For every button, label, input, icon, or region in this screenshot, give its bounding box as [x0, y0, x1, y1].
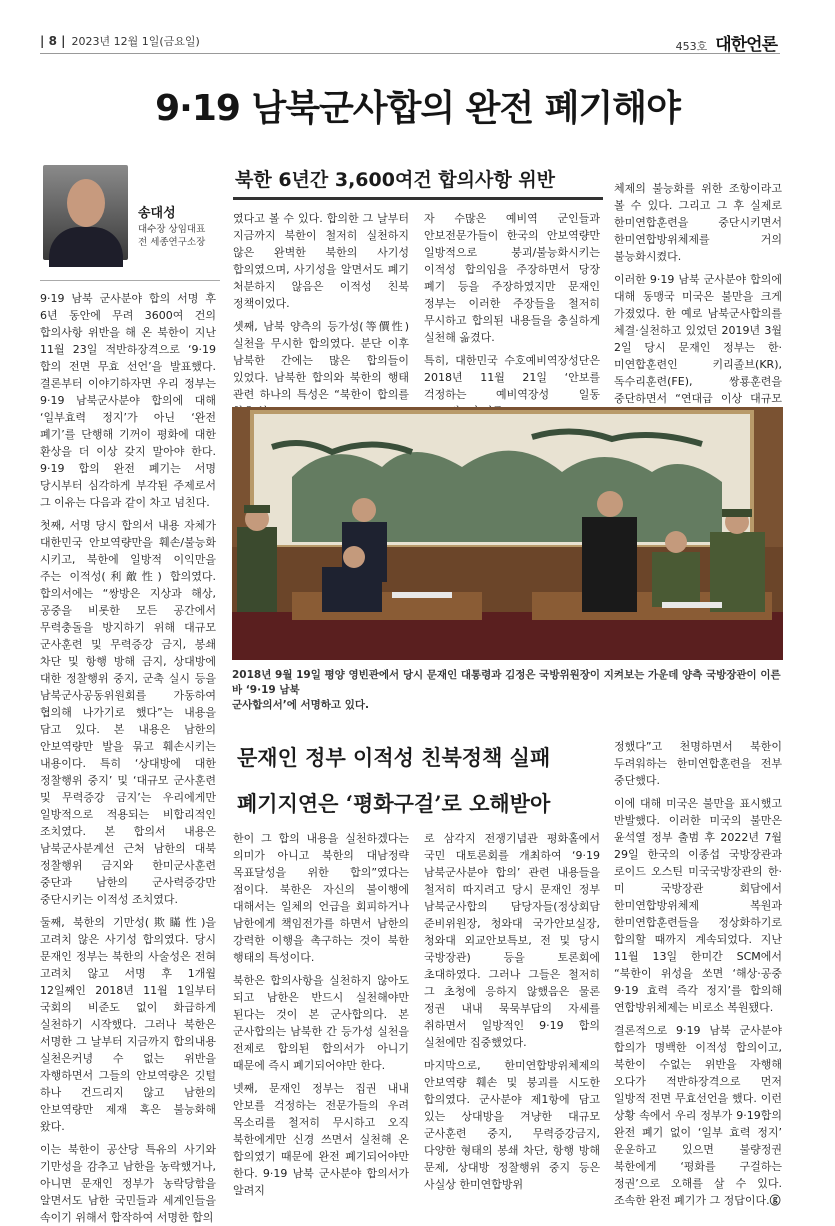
page-header-left [40, 33, 200, 49]
author-title-1: 대수장 상임대표 [138, 224, 206, 235]
author-photo [43, 165, 128, 260]
author-box [40, 165, 220, 275]
header-divider [40, 53, 780, 54]
column-right-bottom [424, 830, 600, 1191]
paragraph [614, 1022, 782, 1209]
paragraph: 9·19 남북 군사분야 합의 서명 후 6년 동안에 무려 3600여 건의 합의사항 위반을 해 온 북한이 지난 11월 23일 적반하장격으로 ‘9·19 합의 전면 무효 선언’을 발표했다. 결론부터 이야기하자면 우리 정부는 9·19 남북군사분야 합의에 대해 ‘일부효력 정지’가 아닌 ‘완전 폐기’를 단행해 기꺼이 평화에 대한 환상을 더 이상 갖지 말아야 한다. 9·19 합의 완전 폐기는 서명 당시부터 심각하게 부각된 주제로서 그 이유는 다음과 같이 차고 넘친다. [40, 292, 216, 509]
paragraph: 북한은 합의사항을 실천하지 않아도 되고 남한은 반드시 실천해야만 된다는 것이 본 군사합의다. 본 군사합의는 남북한 간 등가성 실천을 전제로 합의된 합의서가 아니기 때문에 즉시 폐기되어야만 한다. [233, 974, 409, 1072]
paragraph: 특히, 대한민국 수호예비역장성단은 2018년 11월 21일 ‘안보를 걱정하는 예비역장성 일동 [424, 354, 600, 401]
paragraph: 둘째, 북한의 기만성(欺瞞性)을 고려치 않은 사기성 합의였다. 당시 문재인 정부는 북한의 사술성은 전혀 고려치 않고 서명 후 1개월 12일째인 2018년 11월 1일부터 국회의 비준도 없이 화급하게 실천하기 시작했다. 그러나 북한은 서명한 그 날부터 지금까지 합의내용 실천은커녕 수 없는 위반을 자행하면서 그들의 안보역량은 깃털 하나 건드리지 않고 남한의 안보역량만 제재 혹은 불능화해 왔다. [40, 916, 216, 1133]
paragraph-text: 결론적으로 9·19 남북 군사분야 합의가 명백한 이적성 합의이고, 북한이 수없는 위반을 자행해 오다가 적반하장격으로 먼저 일방적 전면 무효선언을 했다. 이런 상황 속에서 우리 정부가 9·19합의 완전 폐기 없이 ‘일부 효력 정지’ 운운하고 있으면 불량정권 북한에게 ‘평화를 구걸하는 정권’으로 오해를 살 수 있다. 조속한 완전 폐기가 그 정답이다. [614, 1024, 782, 1207]
end-mark: ⓖ [769, 1194, 781, 1207]
paragraph: 자 수많은 예비역 군인들과 안보전문가들이 한국의 안보역량만 일방적으로 붕괴/불능화시키는 이적성 합의임을 주장하면서 당장 폐기 등을 주장하였지만 문재인 정부는 이러한 주장들을 철저히 무시하고 합의된 내용들을 충실하게 실천해 옮겼다. [424, 212, 600, 344]
author-name: 송대성 [138, 206, 176, 221]
issue-date: 2023년 12월 1일(금요일) [71, 35, 200, 48]
publication-logo: 대한언론 [715, 35, 777, 55]
issue-number: 453호 [675, 40, 708, 53]
column-mid-bottom [233, 830, 409, 1197]
paragraph: 이는 북한이 공산당 특유의 사기와 기만성을 감추고 남한을 농락했거나, 아니면 문재인 정부가 농락당함을 알면서도 남한 국민들과 세계인들을 속이기 위해서 합작하여 서명한 합의 [40, 1143, 216, 1224]
column-mid-top [233, 210, 409, 400]
column-far-bottom [614, 738, 782, 1207]
subheading-2-line-2: 폐기지연은 ‘평화구걸’로 오해받아 [237, 791, 551, 816]
caption-line: 군사합의서’에 서명하고 있다. [232, 699, 370, 711]
paragraph: 정했다”고 천명하면서 북한이 두려워하는 한미연합훈련을 전부 중단했다. [614, 740, 782, 787]
paragraph: 체제의 불능화를 위한 조항이라고 볼 수 있다. 그리고 그 후 실제로 한미연합훈련을 중단시키면서 한미연합방위체제를 거의 불능화시켰다. [614, 182, 782, 263]
signing-ceremony-image [232, 407, 783, 660]
subheading-2-line-1: 문재인 정부 이적성 친북정책 실패 [237, 745, 551, 770]
page-number: | 8 | [40, 34, 66, 48]
paragraph: 첫째, 서명 당시 합의서 내용 자체가 대한민국 안보역량만을 훼손/불능화 시키고, 북한에 일방적 이익만을 주는 이적성(利敵性) 합의였다. 합의서에는 “쌍방은 지상과 해상, 공중을 비롯한 모든 공간에서 무력충돌을 방지하기 위해 대규모 군사훈련 및 무력증강 금지, 봉쇄 차단 및 항행 방해 금지, 상대방에 대한 정찰행위 중지, 군축 실시 등을 남북군사공동위원회를 가동하여 협의해 나가기로 했다”는 내용을 담고 있다. 본 내용은 남한의 안보역량만 발을 묶고 훼손시키는 내용이다. 특히 ‘상대방에 대한 정찰행위 중지’ 및 ‘대규모 군사훈련 및 무력증강 금지’는 우리에게만 일방적으로 적용되는 비합리적인 조치였다. 본 합의서 내용은 남북군사분계선 근처 남한의 대북 정찰행위 금지와 한미군사훈련 중단과 남한의 군사력증강만 중단시키는 이적성 조치였다. [40, 519, 216, 906]
column-right-top [424, 210, 600, 400]
paragraph: 넷째, 문재인 정부는 집권 내내 안보를 걱정하는 전문가들의 우려 목소리를 철저히 무시하고 오직 북한에게만 신경 쓰면서 실천해 온 합의였기 때문에 완전 폐기되어야만 한다. 9·19 남북 군사분야 합의서가 알려지 [233, 1082, 409, 1197]
paragraph: 마지막으로, 한미연합방위체제의 안보역량 훼손 및 붕괴를 시도한 합의였다. 군사분야 제1항에 담고 있는 상대방을 겨냥한 대규모 군사훈련 중지, 무력증강금지, 다양한 형태의 봉쇄 차단, 항행 방해 문제, 상대방 정찰행위 중지 등은 사실상 한미연합방위 [424, 1059, 600, 1191]
caption-line: 2018년 9월 19일 평양 영빈관에서 당시 문재인 대통령과 김정은 국방위원장이 지켜보는 가운데 양측 국방장관이 이른바 ‘9·19 남북 [232, 669, 781, 696]
article-photo [232, 407, 783, 660]
paragraph: 이에 대해 미국은 불만을 표시했고 반발했다. 이러한 미국의 불만은 윤석열 정부 출범 후 2022년 7월 29일 한국의 이종섭 국방장관과 로이드 오스틴 미국국방장관의 한·미 국방장관 회담에서 한미연합방위체제 복원과 한미연합훈련들을 정상화하기로 합의할 때까지 계속되었다. 지난 11월 13일 한미간 SCM에서 “북한이 위성을 쏘면 ‘해상·공중 9·19 효력 즉각 정지’를 합의해 연합방위체제는 비로소 복원됐다. [614, 797, 782, 1014]
photo-caption [232, 668, 783, 713]
paragraph: 한이 그 합의 내용을 실천하겠다는 의미가 아니고 북한의 대남정략 목표달성을 위한 합의”였다는 점이다. 북한은 자신의 불이행에 대해서는 일체의 언급을 회피하거나 남한에게 책임전가를 하면서 남한의 강력한 이행을 촉구하는 것이 북한 행태의 특성이다. [233, 832, 409, 964]
subheading-2 [237, 735, 602, 827]
article-headline: 9·19 남북군사합의 완전 폐기해야 [155, 88, 680, 129]
paragraph: 이러한 9·19 남북 군사분야 합의에 대해 동맹국 미국은 불만을 크게 가졌었다. 한 예로 남북군사합의를 체결·실천하고 있었던 2019년 3월 2일 당시 문재인 정부는 한·미연합훈련인 키리졸브(KR), 독수리훈련(FE), 쌍룡훈련을 중단하면서 “연대급 이상 대규모 [614, 273, 782, 405]
author-divider [40, 280, 220, 281]
subheading-1: 북한 6년간 3,600여건 합의사항 위반 [233, 165, 603, 200]
author-title-2: 전 세종연구소장 [138, 237, 206, 248]
column-far-top [614, 180, 782, 405]
paragraph: 였다고 볼 수 있다. 합의한 그 날부터 지금까지 북한이 철저히 실천하지 않은 완벽한 북한의 사기성 합의였으며, 사기성을 알면서도 폐기 처분하지 않음은 이적성 친북 정책이었다. [233, 212, 409, 310]
page-header-right [676, 30, 777, 55]
paragraph: 셋째, 남북 양측의 등가성(等價性) 실천을 무시한 합의였다. 분단 이후 남북한 간에는 많은 합의들이 있었다. 남북한 합의와 북한의 행태 관련 하나의 특성은 “북한이 합의를 [233, 320, 409, 401]
column-left [40, 290, 216, 1224]
paragraph: 로 삼각지 전쟁기념관 평화홀에서 국민 대토론회를 개최하여 ‘9·19 남북군사분야 합의’ 관련 내용들을 철저히 따지려고 당시 문재인 정부 남북군사합의 담당자들(정상회담 준비위원장, 청와대 국가안보실장, 청와대 외교안보특보, 전 및 당시 국방장관) 등을 토론회에 초대하였다. 그러나 그들은 철저히 그 초청에 응하지 않했음은 물론 정권 내내 묵묵부답의 자세를 취하면서 일방적인 9·19 합의 실천에만 집중했었다. [424, 832, 600, 1049]
